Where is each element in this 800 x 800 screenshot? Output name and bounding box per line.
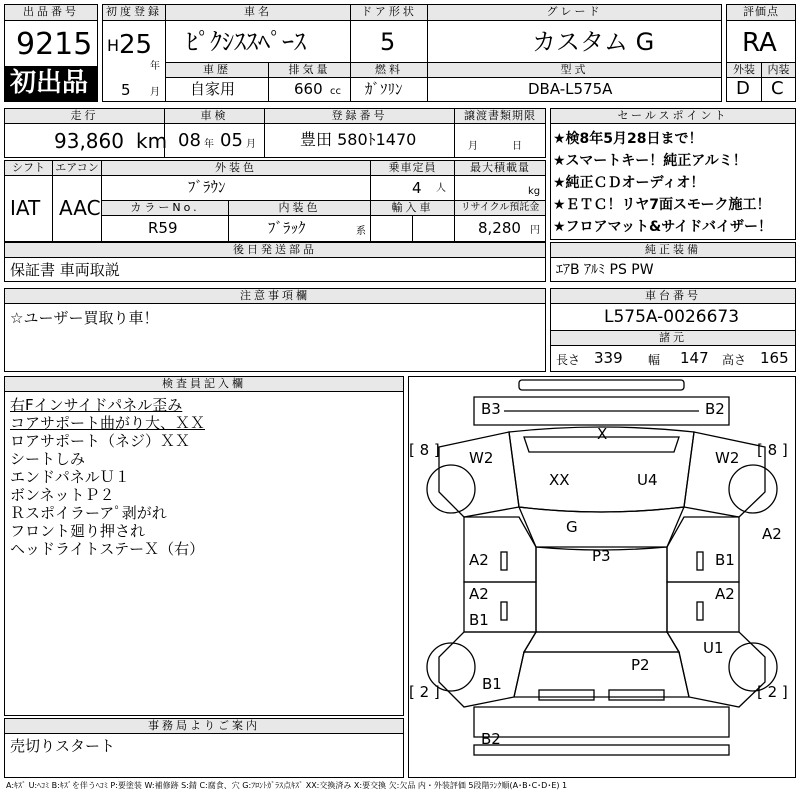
sales-point: ★純正ＣＤオーディオ！ bbox=[553, 175, 705, 191]
shift-label: シフト bbox=[5, 161, 52, 175]
inspector-note: ボンネットＰ２ bbox=[10, 486, 115, 504]
month-suffix: 月 bbox=[150, 87, 160, 98]
width-value: 147 bbox=[680, 349, 709, 367]
windshield-outline bbox=[519, 507, 684, 550]
inspection-year: 08 bbox=[178, 130, 201, 151]
lot-number: 9215 bbox=[16, 27, 93, 62]
grade-label: グレード bbox=[428, 5, 721, 20]
inspector-note: ロアサポート（ネジ）ＸＸ bbox=[10, 432, 191, 450]
inspector-note: 右Fインサイドパネル歪み bbox=[10, 396, 183, 414]
door-label: ドア形状 bbox=[351, 5, 427, 20]
dimensions-title: 諸元 bbox=[551, 331, 795, 345]
office-title: 事務局よりご案内 bbox=[5, 719, 403, 733]
exterior-color-value: ﾌﾞﾗｳﾝ bbox=[188, 178, 226, 196]
mark-rear-quarter-left: B1 bbox=[482, 675, 502, 693]
score-label: 評価点 bbox=[727, 5, 795, 20]
inspector-note: コアサポート曲がり大、ＸＸ bbox=[10, 414, 206, 432]
mark-fender-right: W2 bbox=[715, 449, 740, 467]
inspection-label: 車検 bbox=[165, 109, 264, 123]
interior-grade-label: 内装 bbox=[762, 63, 795, 77]
mark-roof: P3 bbox=[592, 547, 611, 565]
office-value: 売切りスタート bbox=[10, 737, 116, 755]
sales-points-title: セールスポイント bbox=[551, 109, 795, 123]
displacement-unit: cc bbox=[330, 86, 341, 97]
legend: A:ｷｽﾞ U:ﾍｺﾐ B:ｷｽﾞを伴うﾍｺﾐ P:要塗装 W:補修跡 S:錆 C:腐食、穴 G:ﾌﾛﾝﾄｶﾞﾗｽ点ｷｽﾞ XX:交換済み X:要交換 欠:欠品 内・外装評価 5段階ﾗﾝｸ順(A･B･C･D･E) 1 bbox=[6, 781, 568, 790]
car-diagram bbox=[409, 377, 795, 777]
mark-rear-door-right: A2 bbox=[715, 585, 735, 603]
capacity-label: 乗車定員 bbox=[371, 161, 454, 175]
mark-front-door-right: B1 bbox=[715, 551, 735, 569]
length-value: 339 bbox=[594, 349, 623, 367]
mark-tire-rear-right: [ 2 ] bbox=[757, 683, 788, 701]
max-load-label: 最大積載量 bbox=[455, 161, 545, 175]
sales-point: ★ＥＴＣ！リヤ7面スモーク施工！ bbox=[553, 197, 771, 213]
mark-quarter-right: U1 bbox=[703, 639, 724, 657]
right-fender-outline bbox=[684, 432, 765, 517]
caution-title: 注意事項欄 bbox=[5, 289, 545, 303]
first-reg-label: 初度登録 bbox=[103, 5, 165, 20]
sales-point: ★スマートキー！純正アルミ！ bbox=[553, 153, 747, 169]
inspection-month-unit: 月 bbox=[246, 139, 256, 150]
color-no-label: カラーNo. bbox=[102, 201, 228, 215]
sales-points-list bbox=[553, 128, 795, 238]
mileage-label: 走行 bbox=[5, 109, 164, 123]
length-label: 長さ bbox=[556, 353, 581, 367]
history-label: 車歴 bbox=[166, 63, 268, 77]
first-listing-text: 初出品 bbox=[10, 68, 89, 98]
mark-windshield: G bbox=[566, 518, 578, 536]
ac-value: AAC bbox=[59, 196, 101, 220]
model-label: 車名 bbox=[166, 5, 350, 20]
displacement-value: 660 bbox=[294, 80, 323, 98]
left-fender-outline bbox=[439, 432, 519, 517]
capacity-value: 4 bbox=[412, 179, 422, 197]
tire-front-right bbox=[729, 465, 777, 513]
inspector-note: Ｒスポイラーアﾟ剥がれ bbox=[10, 504, 167, 522]
score-value: RA bbox=[742, 28, 777, 58]
mark-front-bumper-left: B3 bbox=[481, 400, 501, 418]
inspector-note: シートしみ bbox=[10, 450, 86, 468]
exterior-grade-label: 外装 bbox=[727, 63, 761, 77]
mark-hood-left: XX bbox=[549, 471, 570, 489]
transfer-month-unit: 月 bbox=[468, 141, 478, 152]
chassis-title: 車台番号 bbox=[551, 289, 795, 303]
mark-rear-door-left-b: B1 bbox=[469, 611, 489, 629]
interior-grade: C bbox=[771, 78, 784, 99]
grade-value: カスタム G bbox=[532, 28, 655, 56]
mark-hood-right: U4 bbox=[637, 471, 658, 489]
height-label: 高さ bbox=[722, 353, 747, 367]
reg-year: 25 bbox=[119, 30, 153, 60]
plate-label: 登録番号 bbox=[265, 109, 454, 123]
height-value: 165 bbox=[760, 349, 789, 367]
mark-front-door-left: A2 bbox=[469, 551, 489, 569]
deferred-parts-value: 保証書 車両取説 bbox=[10, 261, 120, 279]
genuine-equipment-value: ｴｱB ｱﾙﾐ PS PW bbox=[556, 262, 654, 278]
era-prefix: H bbox=[107, 36, 120, 55]
door-count: 5 bbox=[380, 28, 396, 56]
fuel-value: ｶﾞｿﾘﾝ bbox=[365, 80, 403, 98]
mark-front-panel: X bbox=[597, 425, 608, 443]
mileage-value: 93,860 bbox=[54, 129, 124, 153]
plate-value: 豊田 580ﾄ1470 bbox=[300, 130, 417, 149]
mark-tire-front-left: [ 8 ] bbox=[409, 441, 440, 459]
displacement-label: 排気量 bbox=[269, 63, 350, 77]
lot-number-label: 出品番号 bbox=[5, 5, 97, 20]
year-suffix: 年 bbox=[150, 61, 160, 72]
mark-fender-left: W2 bbox=[469, 449, 494, 467]
transfer-day-unit: 日 bbox=[512, 141, 522, 152]
mark-front-bumper-right: B2 bbox=[705, 400, 725, 418]
right-front-door-outline bbox=[667, 517, 739, 582]
capacity-unit: 人 bbox=[436, 183, 446, 194]
exterior-color-label: 外装色 bbox=[102, 161, 370, 175]
inspector-note: ヘッドライトステーＸ（右） bbox=[10, 540, 205, 558]
import-label: 輸入車 bbox=[371, 201, 454, 215]
caution-value: ☆ユーザー買取り車！ bbox=[10, 309, 159, 327]
interior-color-suffix: 系 bbox=[356, 226, 366, 237]
history-value: 自家用 bbox=[190, 80, 236, 98]
fuel-label: 燃料 bbox=[351, 63, 427, 77]
mark-rear-door-left-a: A2 bbox=[469, 585, 489, 603]
left-front-door-outline bbox=[464, 517, 536, 582]
recycle-value: 8,280 bbox=[478, 219, 521, 237]
color-no-value: R59 bbox=[148, 219, 178, 237]
inspector-notes bbox=[10, 396, 205, 558]
reg-month: 5 bbox=[121, 81, 131, 99]
exterior-grade: D bbox=[736, 78, 750, 99]
mileage-unit: km bbox=[136, 129, 168, 153]
mark-rear-bumper: B2 bbox=[481, 730, 501, 748]
mark-right-side-top: A2 bbox=[762, 525, 782, 543]
interior-color-label: 内装色 bbox=[229, 201, 370, 215]
inspector-note: フロント廻り押され bbox=[10, 522, 146, 540]
chassis-number: L575A-0026673 bbox=[604, 307, 740, 327]
recycle-unit: 円 bbox=[530, 225, 540, 236]
rear-bumper-outline bbox=[474, 707, 729, 737]
mark-tire-rear-left: [ 2 ] bbox=[409, 683, 440, 701]
inspector-note: エンドパネルＵ１ bbox=[10, 468, 130, 486]
max-load-unit: kg bbox=[528, 186, 541, 197]
recycle-label: リサイクル預託金 bbox=[455, 201, 545, 215]
sales-point: ★フロアマット&サイドバイザー！ bbox=[553, 219, 772, 235]
genuine-equipment-title: 純正装備 bbox=[551, 243, 795, 257]
sales-point: ★検8年5月28日まで！ bbox=[553, 131, 703, 147]
tire-front-left bbox=[427, 465, 475, 513]
transfer-label: 譲渡書類期限 bbox=[455, 109, 545, 123]
deferred-parts-title: 後日発送部品 bbox=[5, 243, 545, 257]
shift-value: IAT bbox=[10, 196, 41, 220]
type-code: DBA-L575A bbox=[528, 80, 613, 98]
inspection-year-unit: 年 bbox=[204, 139, 214, 150]
type-label: 型式 bbox=[428, 63, 721, 77]
model-name: ﾋﾟｸｼｽｽﾍﾟｰｽ bbox=[186, 28, 306, 56]
inspector-title: 検査員記入欄 bbox=[5, 377, 403, 391]
inspection-month: 05 bbox=[220, 130, 243, 151]
mark-tire-front-right: [ 8 ] bbox=[757, 441, 788, 459]
ac-label: エアコン bbox=[53, 161, 101, 175]
mark-rear-gate: P2 bbox=[631, 656, 650, 674]
width-label: 幅 bbox=[648, 353, 661, 367]
interior-color-value: ﾌﾞﾗｯｸ bbox=[268, 219, 306, 237]
